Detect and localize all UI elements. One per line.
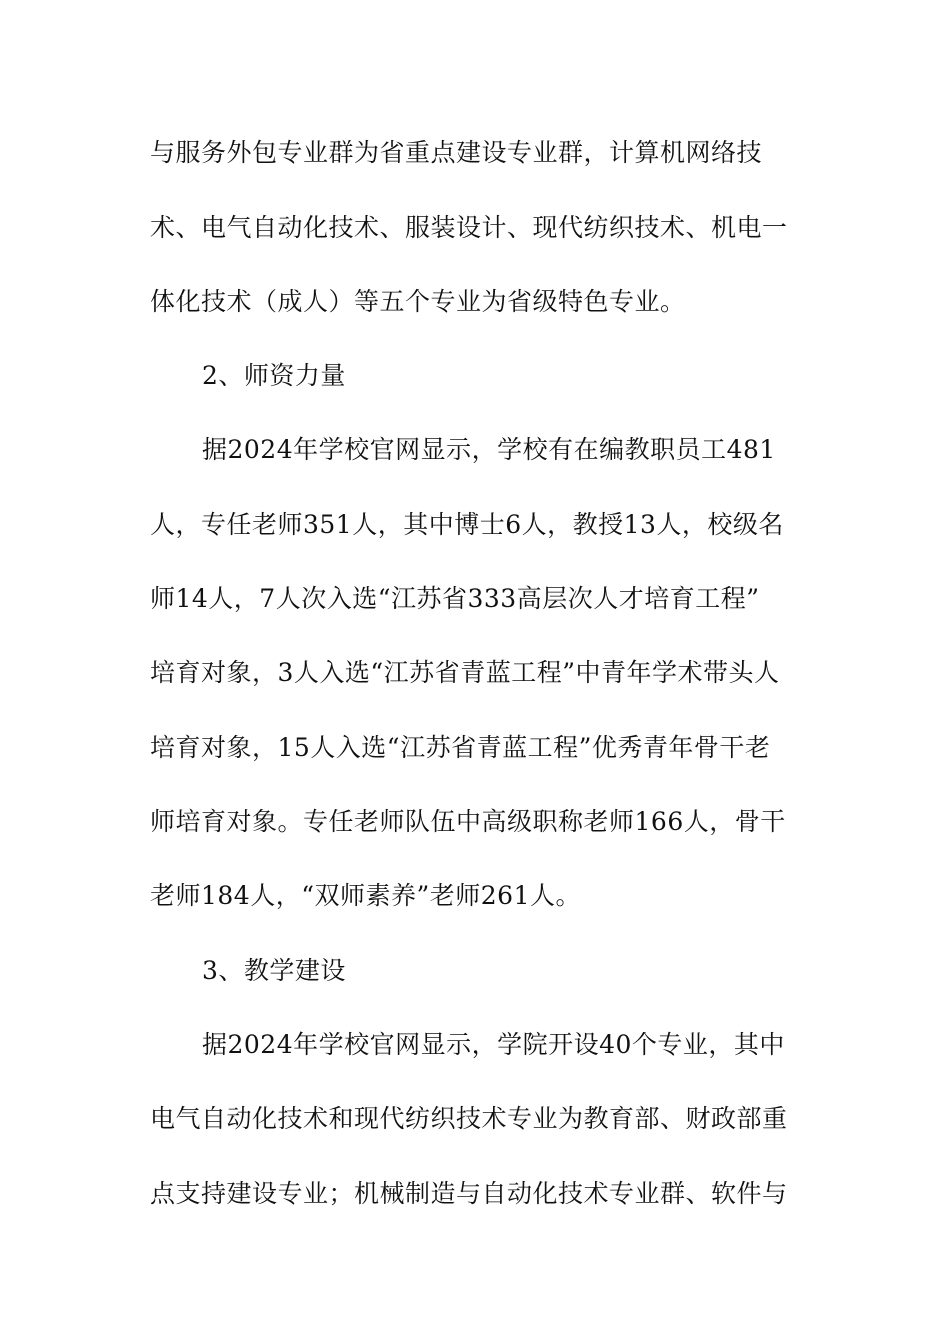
- paragraph-line: 师培育对象。专任老师队伍中高级职称老师166人，骨干: [150, 807, 786, 836]
- paragraph-line: 老师184人，“双师素养”老师261人。: [150, 881, 581, 910]
- paragraph-line: 据2024年学校官网显示，学院开设40个专业，其中: [202, 1030, 785, 1059]
- paragraph-line: 师14人，7人次入选“江苏省333高层次人才培育工程”: [150, 584, 760, 613]
- section-heading: 3、教学建设: [202, 956, 346, 985]
- paragraph-line: 培育对象，15人入选“江苏省青蓝工程”优秀青年骨干老: [150, 733, 771, 762]
- paragraph-line: 据2024年学校官网显示，学校有在编教职员工481: [202, 435, 776, 464]
- paragraph-line: 点支持建设专业；机械制造与自动化技术专业群、软件与: [150, 1179, 788, 1208]
- paragraph-line: 术、电气自动化技术、服装设计、现代纺织技术、机电一: [150, 213, 788, 242]
- paragraph-line: 与服务外包专业群为省重点建设专业群，计算机网络技: [150, 138, 763, 167]
- paragraph-line: 体化技术（成人）等五个专业为省级特色专业。: [150, 287, 686, 316]
- paragraph-line: 电气自动化技术和现代纺织技术专业为教育部、财政部重: [150, 1104, 788, 1133]
- section-heading: 2、师资力量: [202, 361, 346, 390]
- paragraph-line: 培育对象，3人入选“江苏省青蓝工程”中青年学术带头人: [150, 658, 780, 687]
- paragraph-line: 人，专任老师351人，其中博士6人，教授13人，校级名: [150, 510, 784, 539]
